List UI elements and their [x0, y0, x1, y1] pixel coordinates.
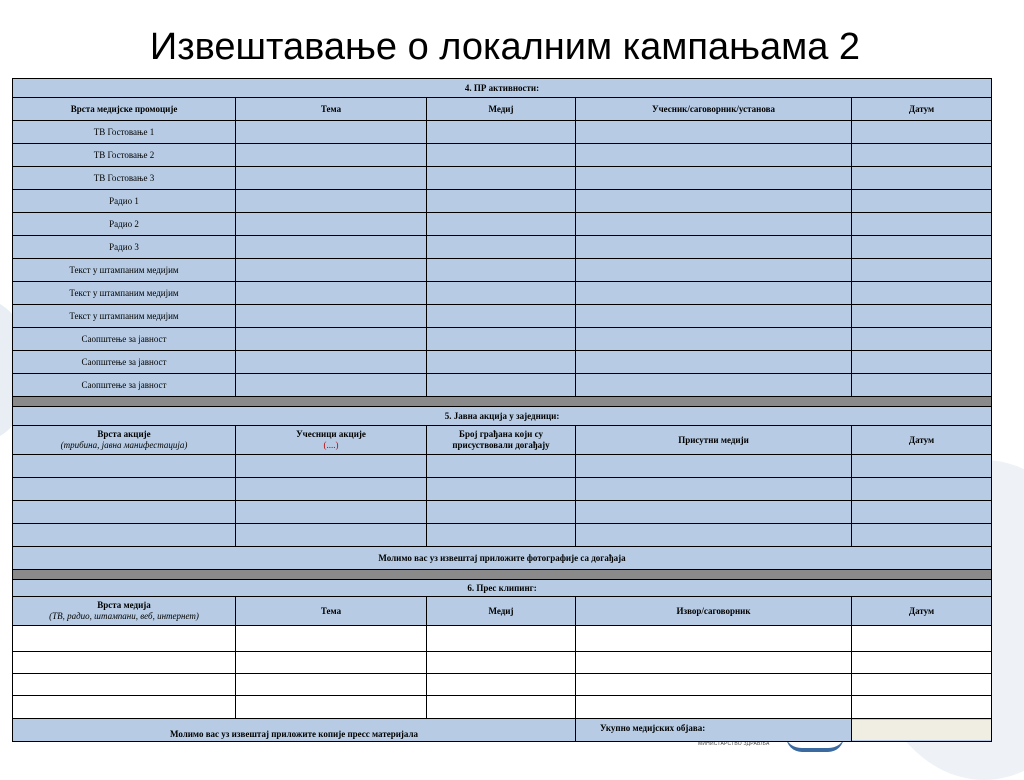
topic-cell[interactable] — [236, 121, 427, 144]
date-cell[interactable] — [852, 282, 992, 305]
row-label: Саопштење за јавност — [13, 374, 236, 397]
source-cell[interactable] — [576, 696, 852, 719]
row-label: Текст у штампаним медијим — [13, 259, 236, 282]
source-cell[interactable] — [576, 626, 852, 652]
section5-heading: 5. Јавна акција у заједници: — [13, 407, 992, 426]
topic-cell[interactable] — [236, 236, 427, 259]
participant-cell[interactable] — [576, 328, 852, 351]
media-cell[interactable] — [427, 259, 576, 282]
column-header — [13, 426, 236, 455]
press-clipping-row — [13, 696, 992, 719]
date-cell[interactable] — [852, 696, 992, 719]
date-cell[interactable] — [852, 501, 992, 524]
date-cell[interactable] — [852, 144, 992, 167]
topic-cell[interactable] — [236, 328, 427, 351]
participant-cell[interactable] — [576, 305, 852, 328]
date-cell[interactable] — [852, 305, 992, 328]
media-cell[interactable] — [427, 374, 576, 397]
topic-cell[interactable] — [236, 259, 427, 282]
media-type-cell[interactable] — [13, 652, 236, 674]
report-table — [12, 78, 992, 742]
media-cell[interactable] — [427, 696, 576, 719]
media-cell[interactable] — [427, 626, 576, 652]
section-heading-action — [13, 407, 992, 426]
date-cell[interactable] — [852, 674, 992, 696]
date-cell[interactable] — [852, 328, 992, 351]
section-separator — [13, 397, 992, 407]
column-title: Учесници акције — [296, 429, 366, 439]
total-media-input[interactable] — [852, 720, 991, 740]
column-header: Присутни медији — [576, 426, 852, 455]
note-row — [13, 547, 992, 570]
press-clipping-row — [13, 652, 992, 674]
date-cell[interactable] — [852, 213, 992, 236]
media-cell[interactable] — [427, 121, 576, 144]
media-type-cell[interactable] — [13, 626, 236, 652]
media-present-cell[interactable] — [576, 501, 852, 524]
ministry-logo-text: МИНИСТАРСТВО ЗДРАВЉА — [698, 741, 770, 747]
participants-cell[interactable] — [236, 501, 427, 524]
topic-cell[interactable] — [236, 696, 427, 719]
header-row-clipping — [13, 597, 992, 626]
date-cell[interactable] — [852, 236, 992, 259]
date-cell[interactable] — [852, 167, 992, 190]
column-header: Медиј — [427, 98, 576, 121]
pr-activity-row — [13, 236, 992, 259]
total-cell — [852, 719, 992, 742]
participant-cell[interactable] — [576, 167, 852, 190]
date-cell[interactable] — [852, 455, 992, 478]
date-cell[interactable] — [852, 524, 992, 547]
column-header: Тема — [236, 98, 427, 121]
column-title: Врста медија — [97, 600, 151, 610]
topic-cell[interactable] — [236, 674, 427, 696]
row-label: Текст у штампаним медијим — [13, 305, 236, 328]
column-header: Датум — [852, 597, 992, 626]
action-type-cell[interactable] — [13, 455, 236, 478]
pr-activity-row — [13, 144, 992, 167]
topic-cell[interactable] — [236, 190, 427, 213]
media-cell[interactable] — [427, 305, 576, 328]
column-header: Тема — [236, 597, 427, 626]
citizens-count-cell[interactable] — [427, 524, 576, 547]
column-subtitle: (....) — [323, 440, 339, 450]
participants-cell[interactable] — [236, 524, 427, 547]
row-label: Текст у штампаним медијим — [13, 282, 236, 305]
media-cell[interactable] — [427, 674, 576, 696]
column-header: Датум — [852, 98, 992, 121]
media-present-cell[interactable] — [576, 455, 852, 478]
row-label: Саопштење за јавност — [13, 351, 236, 374]
pr-activity-row — [13, 351, 992, 374]
media-cell[interactable] — [427, 328, 576, 351]
topic-cell[interactable] — [236, 305, 427, 328]
topic-cell[interactable] — [236, 282, 427, 305]
citizens-count-cell[interactable] — [427, 478, 576, 501]
row-label: Радио 1 — [13, 190, 236, 213]
column-header — [236, 426, 427, 455]
action-type-cell[interactable] — [13, 524, 236, 547]
topic-cell[interactable] — [236, 144, 427, 167]
topic-cell[interactable] — [236, 213, 427, 236]
section-heading-pr — [13, 79, 992, 98]
column-header: Учесник/саговорник/установа — [576, 98, 852, 121]
column-header: Медиј — [427, 597, 576, 626]
date-cell[interactable] — [852, 259, 992, 282]
column-header: Датум — [852, 426, 992, 455]
press-clipping-row — [13, 674, 992, 696]
topic-cell[interactable] — [236, 652, 427, 674]
participants-cell[interactable] — [236, 455, 427, 478]
media-cell[interactable] — [427, 167, 576, 190]
pr-activity-row — [13, 328, 992, 351]
pr-activity-row — [13, 282, 992, 305]
row-label: ТВ Гостовање 3 — [13, 167, 236, 190]
footer-row — [13, 719, 992, 742]
media-cell[interactable] — [427, 144, 576, 167]
citizens-count-cell[interactable] — [427, 455, 576, 478]
public-action-row — [13, 501, 992, 524]
participant-cell[interactable] — [576, 282, 852, 305]
row-label: Саопштење за јавност — [13, 328, 236, 351]
photo-note: Молимо вас уз извештај приложите фотографије са догађаја — [13, 547, 992, 570]
public-action-row — [13, 478, 992, 501]
participant-cell[interactable] — [576, 351, 852, 374]
public-action-row — [13, 455, 992, 478]
topic-cell[interactable] — [236, 167, 427, 190]
participant-cell[interactable] — [576, 236, 852, 259]
media-cell[interactable] — [427, 236, 576, 259]
pr-activity-row — [13, 167, 992, 190]
topic-cell[interactable] — [236, 626, 427, 652]
pr-activity-row — [13, 190, 992, 213]
public-action-row — [13, 524, 992, 547]
row-label: ТВ Гостовање 2 — [13, 144, 236, 167]
participant-cell[interactable] — [576, 259, 852, 282]
pr-activity-row — [13, 305, 992, 328]
press-clipping-row — [13, 626, 992, 652]
date-cell[interactable] — [852, 190, 992, 213]
media-cell[interactable] — [427, 213, 576, 236]
participant-cell[interactable] — [576, 144, 852, 167]
row-label: Радио 2 — [13, 213, 236, 236]
media-cell[interactable] — [427, 190, 576, 213]
date-cell[interactable] — [852, 478, 992, 501]
column-header: Врста медијске промоције — [13, 98, 236, 121]
column-header: Извор/саговорник — [576, 597, 852, 626]
media-type-cell[interactable] — [13, 674, 236, 696]
action-type-cell[interactable] — [13, 478, 236, 501]
column-subtitle: (ТВ, радио, штампани, веб, интернет) — [49, 611, 199, 621]
column-header — [13, 597, 236, 626]
column-header: Број грађана који су присуствовали догађају — [427, 426, 576, 455]
pr-activity-row — [13, 213, 992, 236]
participant-cell[interactable] — [576, 190, 852, 213]
participant-cell[interactable] — [576, 374, 852, 397]
pr-activity-row — [13, 259, 992, 282]
pr-activity-row — [13, 374, 992, 397]
participant-cell[interactable] — [576, 213, 852, 236]
media-cell[interactable] — [427, 351, 576, 374]
topic-cell[interactable] — [236, 351, 427, 374]
header-row-action — [13, 426, 992, 455]
section-heading-clipping — [13, 580, 992, 597]
column-subtitle: (трибина, јавна манифестација) — [60, 440, 188, 450]
section6-heading: 6. Прес клипинг: — [13, 580, 992, 597]
row-label: Радио 3 — [13, 236, 236, 259]
media-cell[interactable] — [427, 652, 576, 674]
participants-cell[interactable] — [236, 478, 427, 501]
date-cell[interactable] — [852, 626, 992, 652]
pr-activity-row — [13, 121, 992, 144]
section-separator — [13, 570, 992, 580]
date-cell[interactable] — [852, 351, 992, 374]
action-type-cell[interactable] — [13, 501, 236, 524]
date-cell[interactable] — [852, 374, 992, 397]
header-row-pr — [13, 98, 992, 121]
row-label: ТВ Гостовање 1 — [13, 121, 236, 144]
slide-title: Извештавање о локалним кампањама 2 — [149, 26, 861, 68]
column-title: Врста акције — [97, 429, 151, 439]
topic-cell[interactable] — [236, 374, 427, 397]
participant-cell[interactable] — [576, 121, 852, 144]
date-cell[interactable] — [852, 121, 992, 144]
media-present-cell[interactable] — [576, 524, 852, 547]
citizens-count-cell[interactable] — [427, 501, 576, 524]
source-cell[interactable] — [576, 674, 852, 696]
media-present-cell[interactable] — [576, 478, 852, 501]
total-label: Укупно медијских објава: — [576, 719, 852, 742]
media-cell[interactable] — [427, 282, 576, 305]
section4-heading: 4. ПР активности: — [13, 79, 992, 98]
media-type-cell[interactable] — [13, 696, 236, 719]
source-cell[interactable] — [576, 652, 852, 674]
copies-note: Молимо вас уз извештај приложите копије пресс материјала — [13, 719, 576, 742]
date-cell[interactable] — [852, 652, 992, 674]
